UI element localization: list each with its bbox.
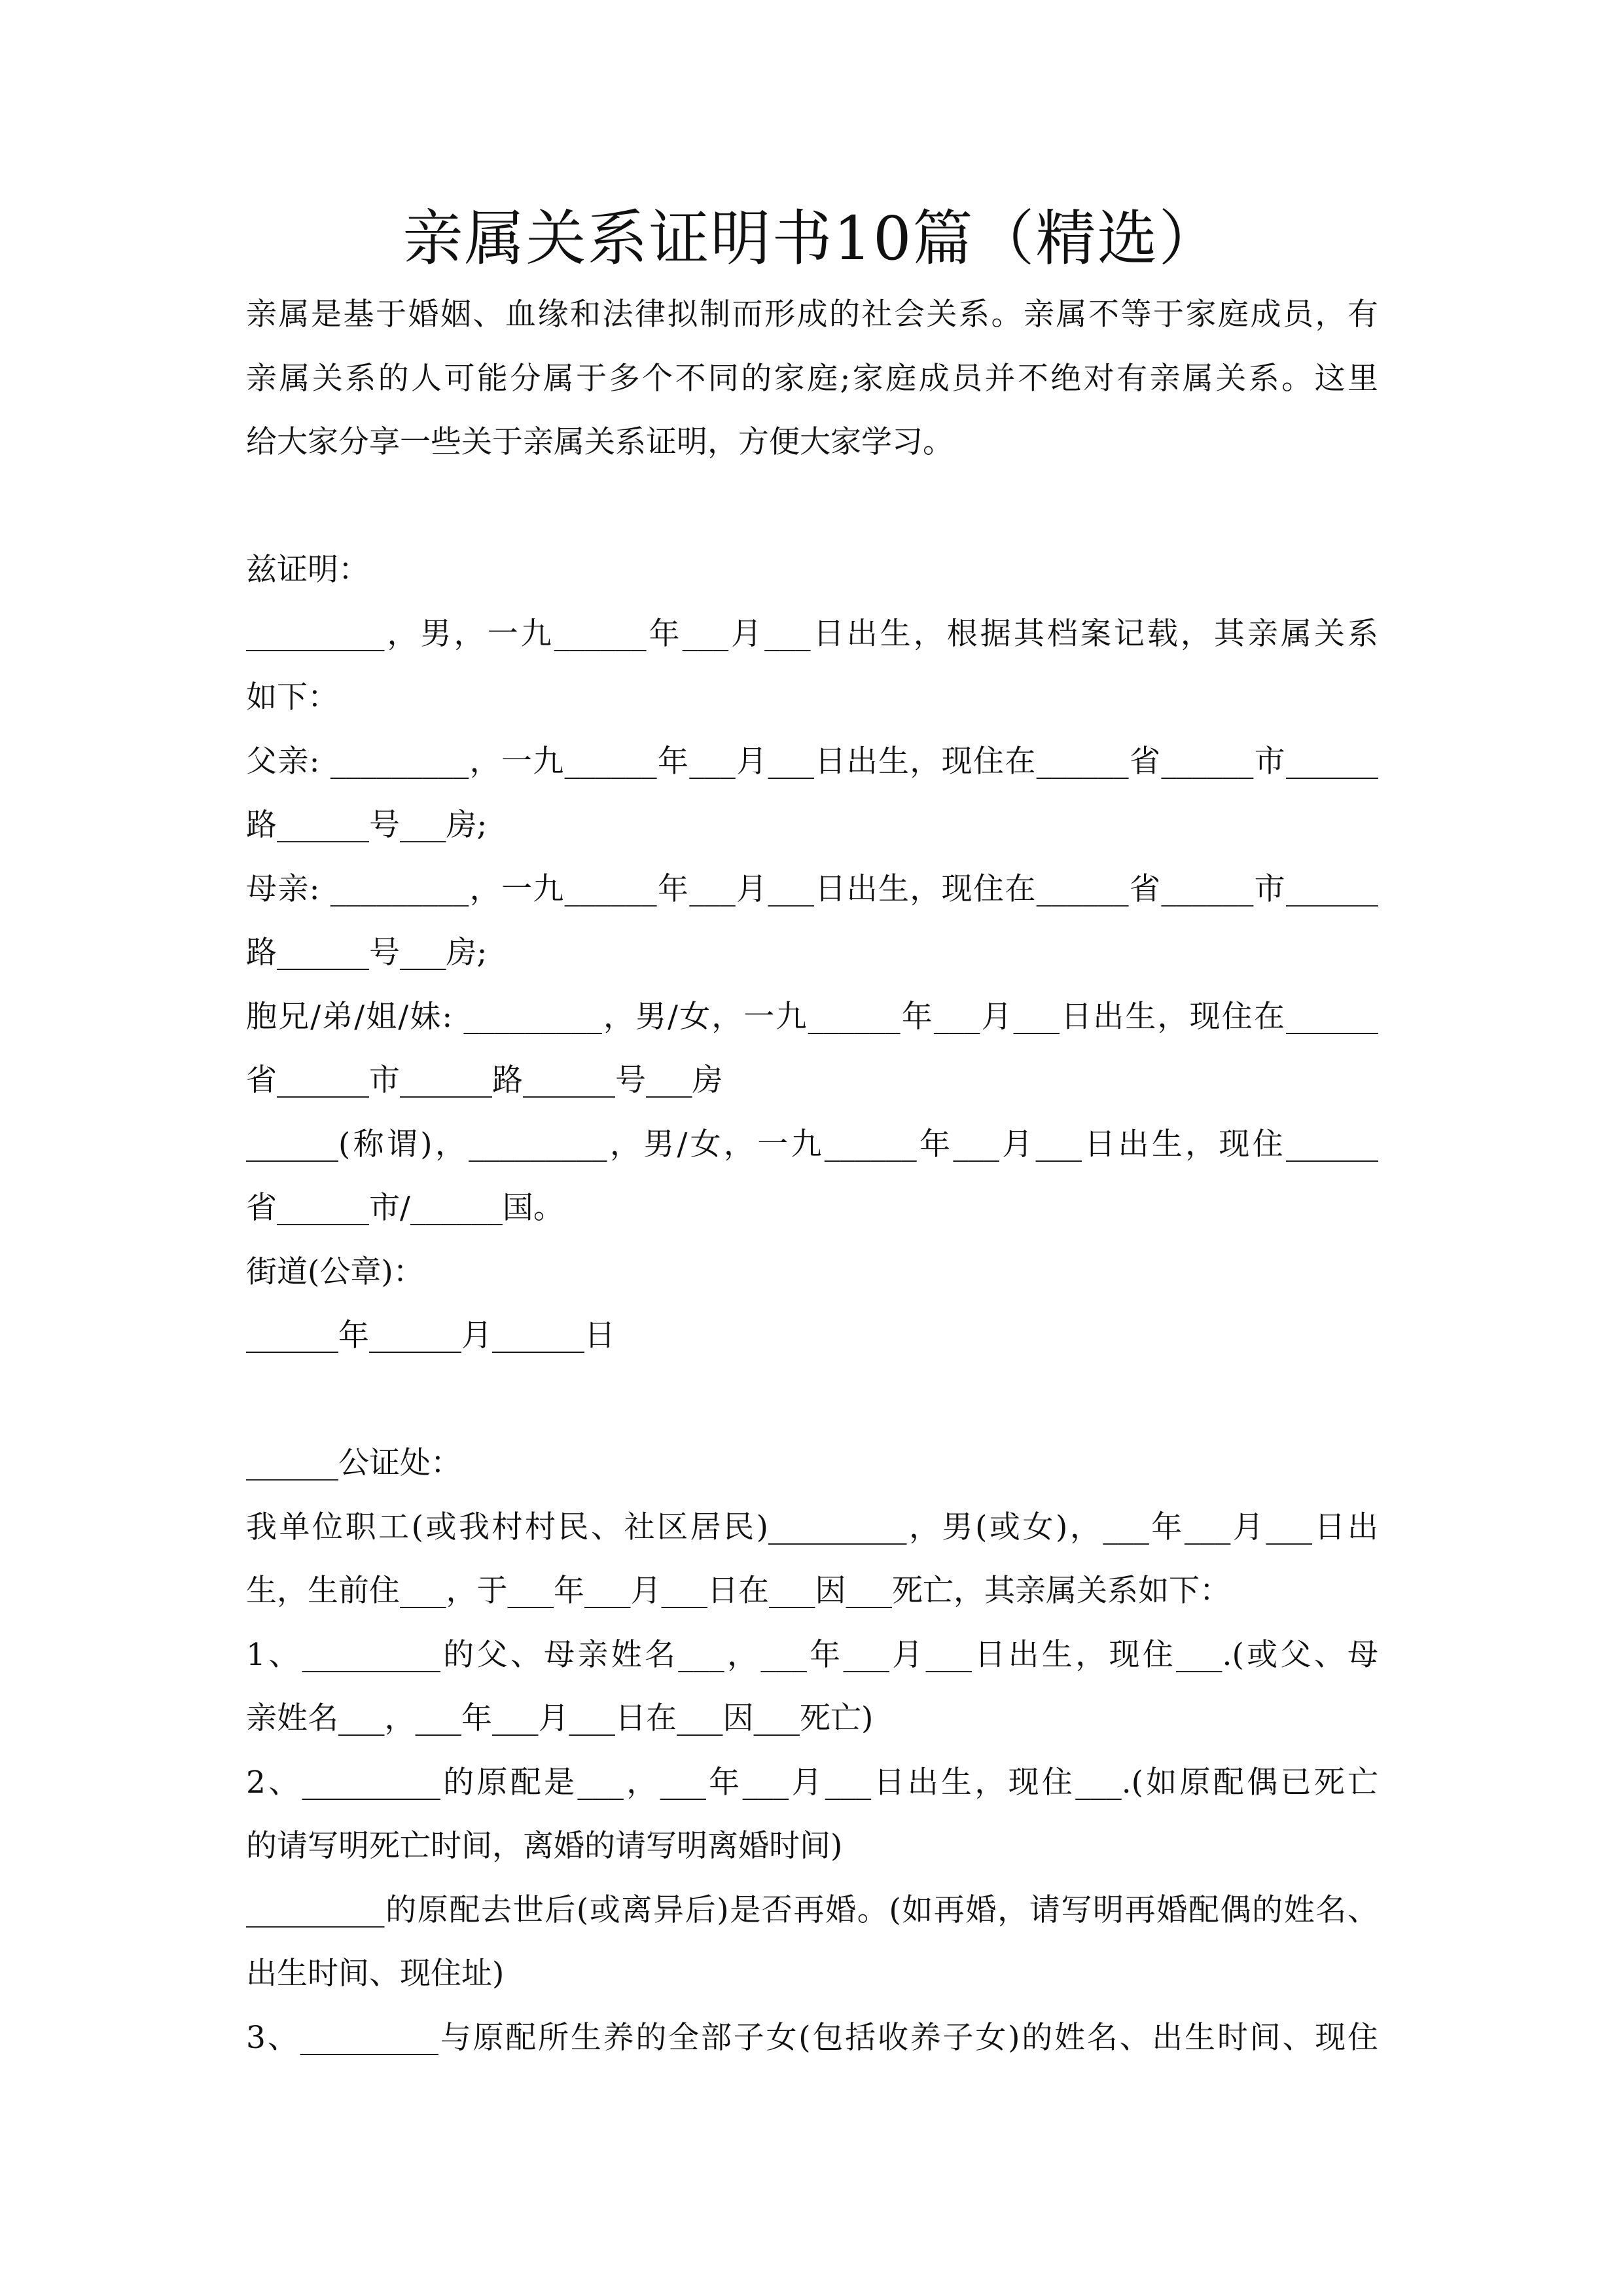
cert1-line: 如下： xyxy=(246,679,338,715)
cert2-line: _________的原配去世后(或离异后)是否再婚。(如再婚，请写明再婚配偶的姓名、 xyxy=(246,1892,1378,1928)
cert1-line-siblings: 胞兄/弟/姐/妹: _________，男/女，一九______年___月___日出生，现住在______ xyxy=(246,998,1378,1035)
intro-line: 亲属是基于婚姻、血缘和法律拟制而形成的社会关系。亲属不等于家庭成员，有 xyxy=(246,296,1378,332)
paragraph-gap xyxy=(246,475,1378,539)
cert2-heading: ______公证处： xyxy=(246,1445,461,1481)
cert1-heading: 兹证明： xyxy=(246,552,369,588)
cert2-line: 我单位职工(或我村村民、社区居民)_________，男(或女)，___年___月___日出 xyxy=(246,1509,1378,1545)
cert1-line: 省______市______路______号___房 xyxy=(246,1062,723,1098)
cert2-item-3: 3、_________与原配所生养的全部子女(包括收养子女)的姓名、出生时间、现住 xyxy=(246,2019,1378,2056)
paragraph-gap xyxy=(246,1368,1378,1432)
cert2-line: 生，生前住___，于___年___月___日在___因___死亡，其亲属关系如下： xyxy=(246,1573,1230,1609)
cert2-item-2: 2、_________的原配是___，___年___月___日出生，现住___.(如原配偶已死亡 xyxy=(246,1764,1378,1801)
cert1-line-father: 父亲: _________，一九______年___月___日出生，现住在______省______市______ xyxy=(246,743,1378,780)
document-body xyxy=(246,283,1378,2070)
cert1-date-line: ______年______月______日 xyxy=(246,1318,615,1354)
cert2-line: 出生时间、现住址) xyxy=(246,1956,505,1992)
cert2-item-1: 1、_________的父、母亲姓名___，___年___月___日出生，现住___.(或父、母 xyxy=(246,1636,1378,1673)
cert1-line: 路______号___房; xyxy=(246,807,488,843)
cert2-line: 的请写明死亡时间，离婚的请写明离婚时间) xyxy=(246,1828,843,1864)
cert2-line: 亲姓名___，___年___月___日在___因___死亡) xyxy=(246,1700,874,1736)
cert1-line-mother: 母亲: _________，一九______年___月___日出生，现住在______省______市______ xyxy=(246,870,1378,907)
intro-line: 给大家分享一些关于亲属关系证明，方便大家学习。 xyxy=(246,424,954,460)
cert1-line: _________，男，一九______年___月___日出生，根据其档案记载，其亲属关系 xyxy=(246,615,1378,652)
document-title: 亲属关系证明书10篇（精选） xyxy=(402,204,1221,274)
cert1-line: 省______市/______国。 xyxy=(246,1190,564,1226)
intro-line: 亲属关系的人可能分属于多个不同的家庭;家庭成员并不绝对有亲属关系。这里 xyxy=(246,360,1378,397)
cert1-line-relative: ______(称谓)，_________，男/女，一九______年___月___日出生，现住______ xyxy=(246,1126,1378,1162)
cert1-seal-label: 街道(公章)： xyxy=(246,1253,424,1290)
cert1-line: 路______号___房; xyxy=(246,935,488,971)
